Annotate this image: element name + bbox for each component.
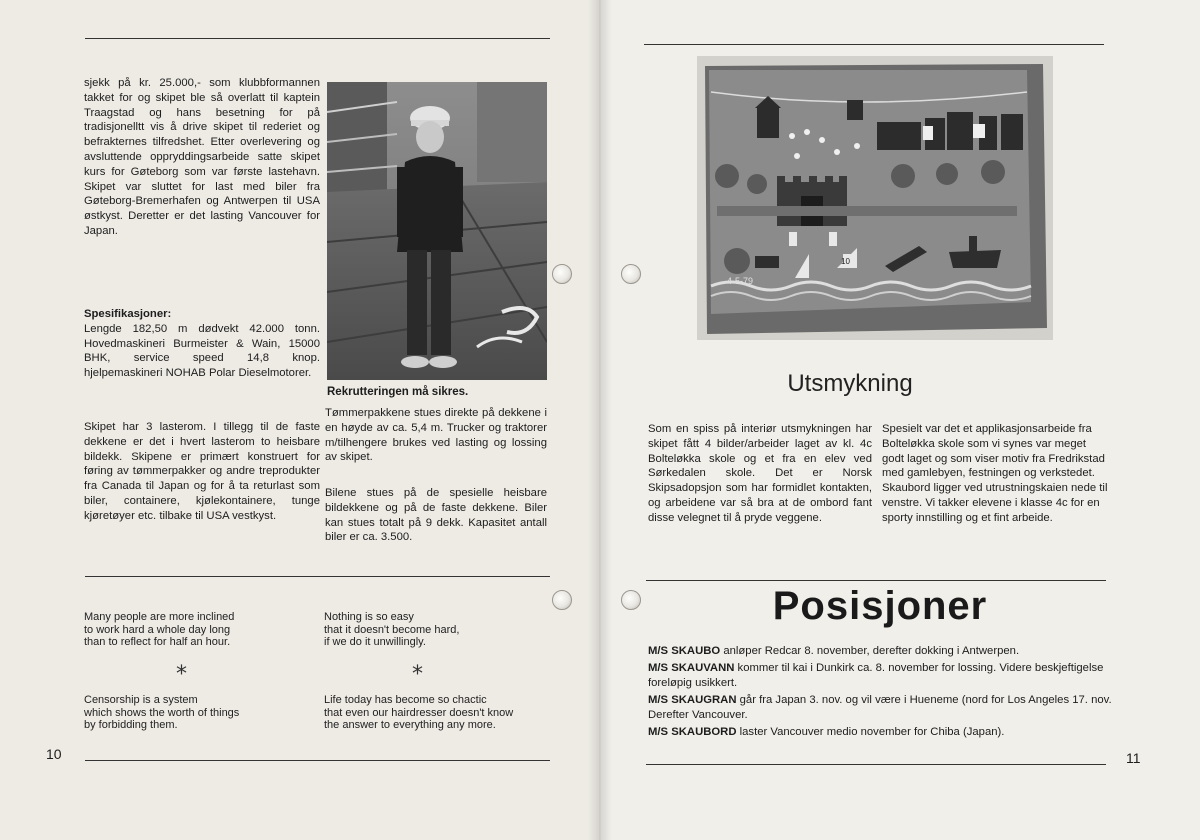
position-text: laster Vancouver medio november for Chiba (Japan). [736, 725, 1005, 738]
photo-boy-on-deck [327, 82, 547, 380]
heading-utsmykning: Utsmykning [787, 370, 913, 397]
position-item [648, 725, 1118, 741]
spec-text: Lengde 182,50 m dødvekt 42.000 tonn. Hovedmaskineri Burmeister & Wain, 15000 BHK, service speed 14,8 knop. hjelpemaskineri NOHAB Polar Dieselmotorer. [84, 322, 320, 380]
artwork-sail-number: 10 [841, 257, 850, 266]
quote-censorship: Censorship is a system which shows the worth of things by forbidding them. [84, 694, 240, 732]
page-fold [588, 0, 612, 840]
position-item [648, 693, 1118, 724]
spec-heading: Spesifikasjoner: [84, 308, 172, 320]
quote-work-hard: Many people are more inclined to work hard a whole day long than to reflect for half an hour. [84, 611, 235, 649]
positions-list [648, 644, 1118, 741]
asterisk-separator: * [412, 662, 423, 687]
page-number-left: 10 [46, 746, 62, 762]
binder-hole [552, 590, 572, 610]
asterisk-separator: * [176, 662, 187, 687]
position-text: kommer til kai i Dunkirk ca. 8. november for lossing. Videre beskjeftigelse foreløpig usikkert. [648, 661, 1104, 689]
position-text: anløper Redcar 8. november, derefter dokking i Antwerpen. [720, 645, 1020, 657]
bottom-rule [85, 760, 550, 761]
page-number-right: 11 [1126, 750, 1141, 766]
ship-name: M/S SKAUGRAN [648, 693, 737, 706]
artwork-photo [697, 56, 1053, 340]
ship-name: M/S SKAUBORD [648, 725, 737, 738]
position-item [648, 661, 1118, 692]
heading-posisjoner: Posisjoner [772, 584, 988, 628]
quote-nothing-easy: Nothing is so easy that it doesn't become hard, if we do it unwillingly. [324, 611, 460, 649]
cargo-paragraph: Skipet har 3 lasterom. I tillegg til de faste dekkene er det i hvert lasterom to heisbare bildekk. Skipene er primært konstruert for føring av tømmerpakker og andre treprodukter fra Canada til Japan og for å ta returlast som biler, containere, kjølekontainere, tunge kjøretøyer etc. tilbake til USA vestkyst. [84, 421, 320, 522]
bottom-rule [646, 764, 1106, 765]
position-text: går fra Japan 3. nov. og vil være i Hueneme (nord for Los Angeles 17. nov. Derefter Vancouver. [648, 693, 1112, 721]
photo-caption: Rekrutteringen må sikres. [327, 386, 469, 398]
ship-name: M/S SKAUVANN [648, 661, 735, 674]
divider-rule [85, 576, 550, 577]
column2-paragraph-1: Tømmerpakkene stues direkte på dekkene i en høyde av ca. 5,4 m. Trucker og traktorer m/tilhengere brukes ved lasting og lossing av skipet. [325, 407, 547, 464]
intro-paragraph: sjekk på kr. 25.000,- som klubbformannen takket for og skipet ble så overlatt til kaptein Traagstad og hans besetning for på tradisjonelltt vis å drive skipet til rederiet og befrakternes tilfredshet. Etter overlevering og avsluttende oppryddingsarbeide satte skipet kurs for Gøteborg som var første lastehavn. Skipet var sluttet for last med biler fra Gøteborg-Bremerhafen og Antwerpen til USA østkyst. Deretter er det lasting Vancouver for Japan. [84, 77, 320, 237]
divider-rule [646, 580, 1106, 581]
top-rule [644, 44, 1104, 45]
decor-paragraph-2: Spesielt var det et applikasjonsarbeide fra Bolteløkka skole som vi synes var meget godt laget og som viser motiv fra Fredrikstad med gamlebyen, festningen og verkstedet. Skaubord ligger ved utrustningskaien nede til venstre. Vi takker elevene i klasse 4c for en sporty innstilling og et fint arbeide. [882, 423, 1108, 524]
top-rule [85, 38, 550, 39]
quote-life-today: Life today has become so chactic that even our hairdresser doesn't know the answer to everything any more. [324, 694, 514, 732]
binder-hole [621, 264, 641, 284]
artwork-date: 4-5-79 [727, 276, 754, 286]
specifications-section [84, 307, 320, 381]
binder-hole [621, 590, 641, 610]
decor-paragraph-1: Som en spiss på interiør utsmykningen har skipet fått 4 bilder/arbeider laget av kl. 4c Bolteløkka skole og et fra en elev ved Sørkedalen skole. Det er Norsk Skipsadopsjon som har formidlet kontakten, og arbeidene var så bra at de ombord fant disse velegnet til å pryde veggene. [648, 423, 872, 524]
column2-paragraph-2: Bilene stues på de spesielle heisbare bildekkene og på de faste dekkene. Biler kan stues totalt på 9 dekk. Kapasitet antall biler er ca. 3.500. [325, 487, 547, 544]
binder-hole [552, 264, 572, 284]
position-item [648, 644, 1118, 660]
ship-name: M/S SKAUBO [648, 645, 721, 657]
